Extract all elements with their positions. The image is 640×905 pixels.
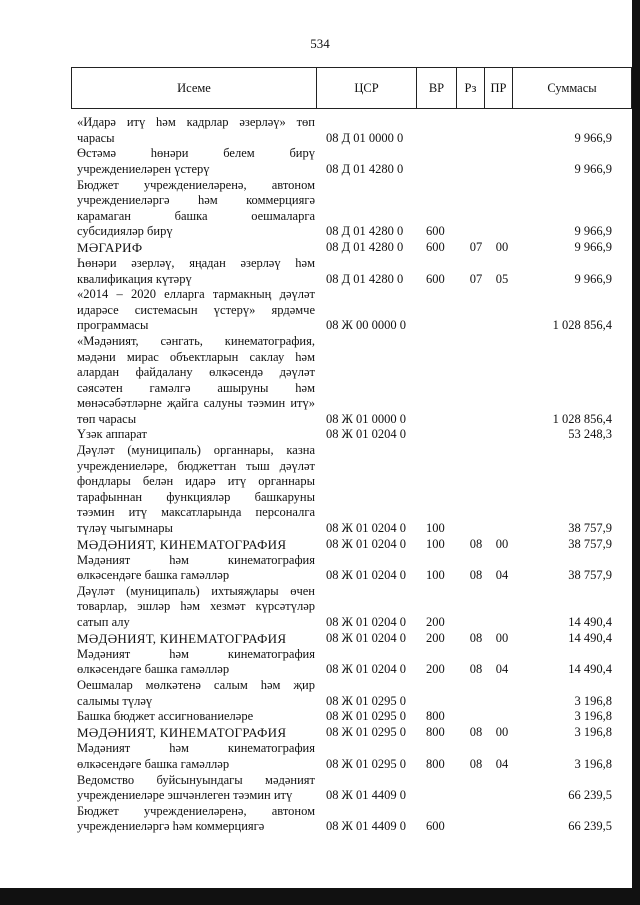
row-vr: 100 — [426, 568, 445, 583]
row-name-line: учреждениеләргә һәм коммерциягә — [77, 193, 315, 208]
row-sum: 9 966,9 — [574, 239, 612, 254]
table-row — [0, 725, 640, 741]
row-sum: 66 239,5 — [568, 819, 612, 834]
row-name-line: МӘДӘНИЯТ, КИНЕМАТОГРАФИЯ — [77, 725, 287, 741]
row-name-line: «2014 – 2020 елларга тармакның дәүләт — [77, 287, 315, 302]
row-name-line: мәдәни мирас объектларын саклау һәм — [77, 349, 315, 364]
scan-edge-bottom — [0, 888, 640, 905]
row-sum: 14 490,4 — [568, 630, 612, 645]
row-name-line: «Мәдәният, сәнгать, кинематография, — [77, 334, 315, 349]
row-sum: 66 239,5 — [568, 788, 612, 803]
row-csr: 08 Ж 01 4409 0 — [326, 819, 406, 834]
row-name-line: тарафыннан функцияләр башкаруны — [77, 489, 315, 504]
row-sum: 38 757,9 — [568, 536, 612, 551]
table-row — [0, 647, 640, 678]
row-name-line: төп чарасы — [77, 411, 137, 426]
row-sum: 3 196,8 — [574, 693, 612, 708]
row-csr: 08 Ж 01 0295 0 — [326, 693, 406, 708]
row-name-line: Бюджет учреждениеләренә, автоном — [77, 177, 315, 192]
row-name — [77, 709, 315, 725]
row-sum: 1 028 856,4 — [552, 318, 612, 333]
row-csr: 08 Ж 01 0204 0 — [326, 630, 406, 645]
row-name-line: Башка бюджет ассигнованиеләре — [77, 709, 254, 724]
row-sum: 3 196,8 — [574, 709, 612, 724]
row-name-line: өлкәсендәге башка гамәлләр — [77, 568, 230, 583]
row-vr: 200 — [426, 662, 445, 677]
row-name-line: товарлар, эшләр һәм хезмәт күрсәтүләр — [77, 599, 315, 614]
row-name — [77, 240, 315, 256]
row-pr: 04 — [495, 756, 509, 771]
table-row — [0, 584, 640, 631]
table-row — [0, 537, 640, 553]
row-vr: 800 — [426, 756, 445, 771]
row-name-line: мөнәсәбәтләрне җайга салуны тәэмин итү» — [77, 396, 315, 411]
row-name-line: учреждениеләргә һәм коммерциягә — [77, 819, 265, 834]
header-pr: ПР — [484, 67, 513, 109]
row-vr: 100 — [426, 520, 445, 535]
row-name-line: учреждениеләрен үстерү — [77, 161, 210, 176]
row-name-line: Мәдәният һәм кинематография — [77, 552, 315, 567]
row-name-line: алардан файдалану өлкәсендә дәүләт — [77, 365, 315, 380]
row-name-line: МӘГАРИФ — [77, 239, 143, 255]
row-vr: 200 — [426, 614, 445, 629]
row-name — [77, 804, 315, 835]
row-csr: 08 Ж 01 0000 0 — [326, 411, 406, 426]
row-name-line: чарасы — [77, 130, 115, 145]
row-vr: 600 — [426, 271, 445, 286]
row-csr: 08 Ж 01 4409 0 — [326, 788, 406, 803]
page-number: 534 — [310, 36, 330, 51]
row-name-line: учреждениеләре эшчәнлеген тәэмин итү — [77, 788, 293, 803]
row-sum: 3 196,8 — [574, 756, 612, 771]
row-rz: 07 — [469, 271, 483, 286]
table-row — [0, 334, 640, 427]
row-name-line: сәясәтен гамәлгә ашыруны һәм — [77, 380, 315, 395]
row-csr: 08 Ж 01 0295 0 — [326, 725, 406, 740]
row-sum: 9 966,9 — [574, 271, 612, 286]
row-sum: 3 196,8 — [574, 725, 612, 740]
row-name — [77, 256, 315, 287]
table-row — [0, 256, 640, 287]
row-csr: 08 Ж 01 0204 0 — [326, 536, 406, 551]
row-csr: 08 Ж 01 0204 0 — [326, 568, 406, 583]
row-rz: 08 — [469, 630, 483, 645]
row-vr: 800 — [426, 725, 445, 740]
row-name-line: Оешмалар мөлкәтенә салым һәм җир — [77, 678, 315, 693]
scan-edge-right — [632, 0, 640, 905]
row-name-line: Мәдәният һәм кинематография — [77, 646, 315, 661]
row-rz: 08 — [469, 725, 483, 740]
table-row — [0, 678, 640, 709]
row-name — [77, 178, 315, 240]
row-csr: 08 Ж 01 0204 0 — [326, 427, 406, 442]
table-row — [0, 115, 640, 146]
row-csr: 08 Д 01 4280 0 — [326, 224, 404, 239]
row-name-line: идарәсе системасын үстерү» ярдәмче — [77, 302, 315, 317]
header-name: Исеме — [71, 67, 317, 109]
row-vr: 600 — [426, 239, 445, 254]
row-name — [77, 443, 315, 536]
row-name — [77, 553, 315, 584]
row-rz: 08 — [469, 662, 483, 677]
row-name-line: МӘДӘНИЯТ, КИНЕМАТОГРАФИЯ — [77, 630, 287, 646]
row-name-line: Ведомство буйсынуындагы мәдәният — [77, 772, 315, 787]
row-pr: 04 — [495, 568, 509, 583]
row-name — [77, 725, 315, 741]
table-row — [0, 773, 640, 804]
row-csr: 08 Ж 01 0204 0 — [326, 614, 406, 629]
row-rz: 08 — [469, 756, 483, 771]
row-sum: 14 490,4 — [568, 614, 612, 629]
table-row — [0, 178, 640, 240]
header-vr: ВР — [416, 67, 457, 109]
row-sum: 9 966,9 — [574, 161, 612, 176]
row-csr: 08 Ж 01 0204 0 — [326, 662, 406, 677]
header-sum: Суммасы — [512, 67, 632, 109]
table-row — [0, 553, 640, 584]
row-name-line: «Идарә итү һәм кадрлар әзерләү» төп — [77, 115, 315, 129]
table-row — [0, 741, 640, 772]
row-csr: 08 Д 01 0000 0 — [326, 130, 404, 145]
row-vr: 100 — [426, 536, 445, 551]
row-name-line: түләү чыгымнары — [77, 520, 173, 535]
row-name — [77, 584, 315, 631]
row-name-line: Дәүләт (муниципаль) ихтыяҗлары өчен — [77, 583, 315, 598]
table-row — [0, 240, 640, 256]
row-name — [77, 146, 315, 177]
table-row — [0, 443, 640, 536]
row-name-line: субсидияләр бирү — [77, 224, 173, 239]
row-name-line: учреждениеләре, бюджеттан тыш дәүләт — [77, 458, 315, 473]
row-csr: 08 Ж 01 0295 0 — [326, 756, 406, 771]
row-name — [77, 647, 315, 678]
row-name — [77, 773, 315, 804]
row-pr: 04 — [495, 662, 509, 677]
row-name — [77, 678, 315, 709]
row-name-line: Үзәк аппарат — [77, 427, 147, 442]
row-name-line: сатып алу — [77, 614, 130, 629]
row-name-line: тәэмин итү максатларында персоналга — [77, 505, 315, 520]
row-name-line: фондлары белән идарә итү органнары — [77, 474, 315, 489]
row-name — [77, 631, 315, 647]
header-csr: ЦСР — [316, 67, 417, 109]
row-sum: 14 490,4 — [568, 662, 612, 677]
row-name-line: карамаган башка оешмаларга — [77, 208, 315, 223]
row-pr: 05 — [495, 271, 509, 286]
table-row — [0, 631, 640, 647]
row-sum: 38 757,9 — [568, 568, 612, 583]
row-name — [77, 537, 315, 553]
row-name-line: Өстәмә һөнәри белем бирү — [77, 146, 315, 161]
row-vr: 800 — [426, 709, 445, 724]
row-sum: 38 757,9 — [568, 520, 612, 535]
row-csr: 08 Ж 01 0295 0 — [326, 709, 406, 724]
row-name-line: Мәдәният һәм кинематография — [77, 741, 315, 756]
row-name-line: Дәүләт (муниципаль) органнары, казна — [77, 443, 315, 458]
row-name-line: программасы — [77, 318, 149, 333]
row-name-line: өлкәсендәге башка гамәлләр — [77, 756, 230, 771]
table-row — [0, 709, 640, 725]
row-sum: 9 966,9 — [574, 130, 612, 145]
row-name-line: салымы түләү — [77, 693, 153, 708]
row-name — [77, 741, 315, 772]
row-sum: 9 966,9 — [574, 224, 612, 239]
table-row — [0, 804, 640, 835]
header-rz: Рз — [456, 67, 485, 109]
row-name-line: квалификация күтәрү — [77, 271, 192, 286]
row-vr: 200 — [426, 630, 445, 645]
row-name-line: Һөнәри әзерләү, яңадан әзерләү һәм — [77, 256, 315, 270]
row-pr: 00 — [495, 630, 509, 645]
row-sum: 1 028 856,4 — [552, 411, 612, 426]
row-sum: 53 248,3 — [568, 427, 612, 442]
row-csr: 08 Д 01 4280 0 — [326, 161, 404, 176]
row-csr: 08 Д 01 4280 0 — [326, 239, 404, 254]
row-name-line: Бюджет учреждениеләренә, автоном — [77, 803, 315, 818]
row-pr: 00 — [495, 536, 509, 551]
row-csr: 08 Д 01 4280 0 — [326, 271, 404, 286]
table-row — [0, 287, 640, 334]
row-name — [77, 427, 315, 443]
row-pr: 00 — [495, 239, 509, 254]
table-row — [0, 427, 640, 443]
row-name-line: МӘДӘНИЯТ, КИНЕМАТОГРАФИЯ — [77, 536, 287, 552]
row-vr: 600 — [426, 819, 445, 834]
row-rz: 07 — [469, 239, 483, 254]
row-pr: 00 — [495, 725, 509, 740]
row-name — [77, 334, 315, 427]
row-name-line: өлкәсендәге башка гамәлләр — [77, 662, 230, 677]
row-csr: 08 Ж 00 0000 0 — [326, 318, 406, 333]
row-vr: 600 — [426, 224, 445, 239]
row-name — [77, 287, 315, 334]
row-csr: 08 Ж 01 0204 0 — [326, 520, 406, 535]
table-row — [0, 146, 640, 177]
row-rz: 08 — [469, 536, 483, 551]
row-rz: 08 — [469, 568, 483, 583]
row-name — [77, 115, 315, 146]
